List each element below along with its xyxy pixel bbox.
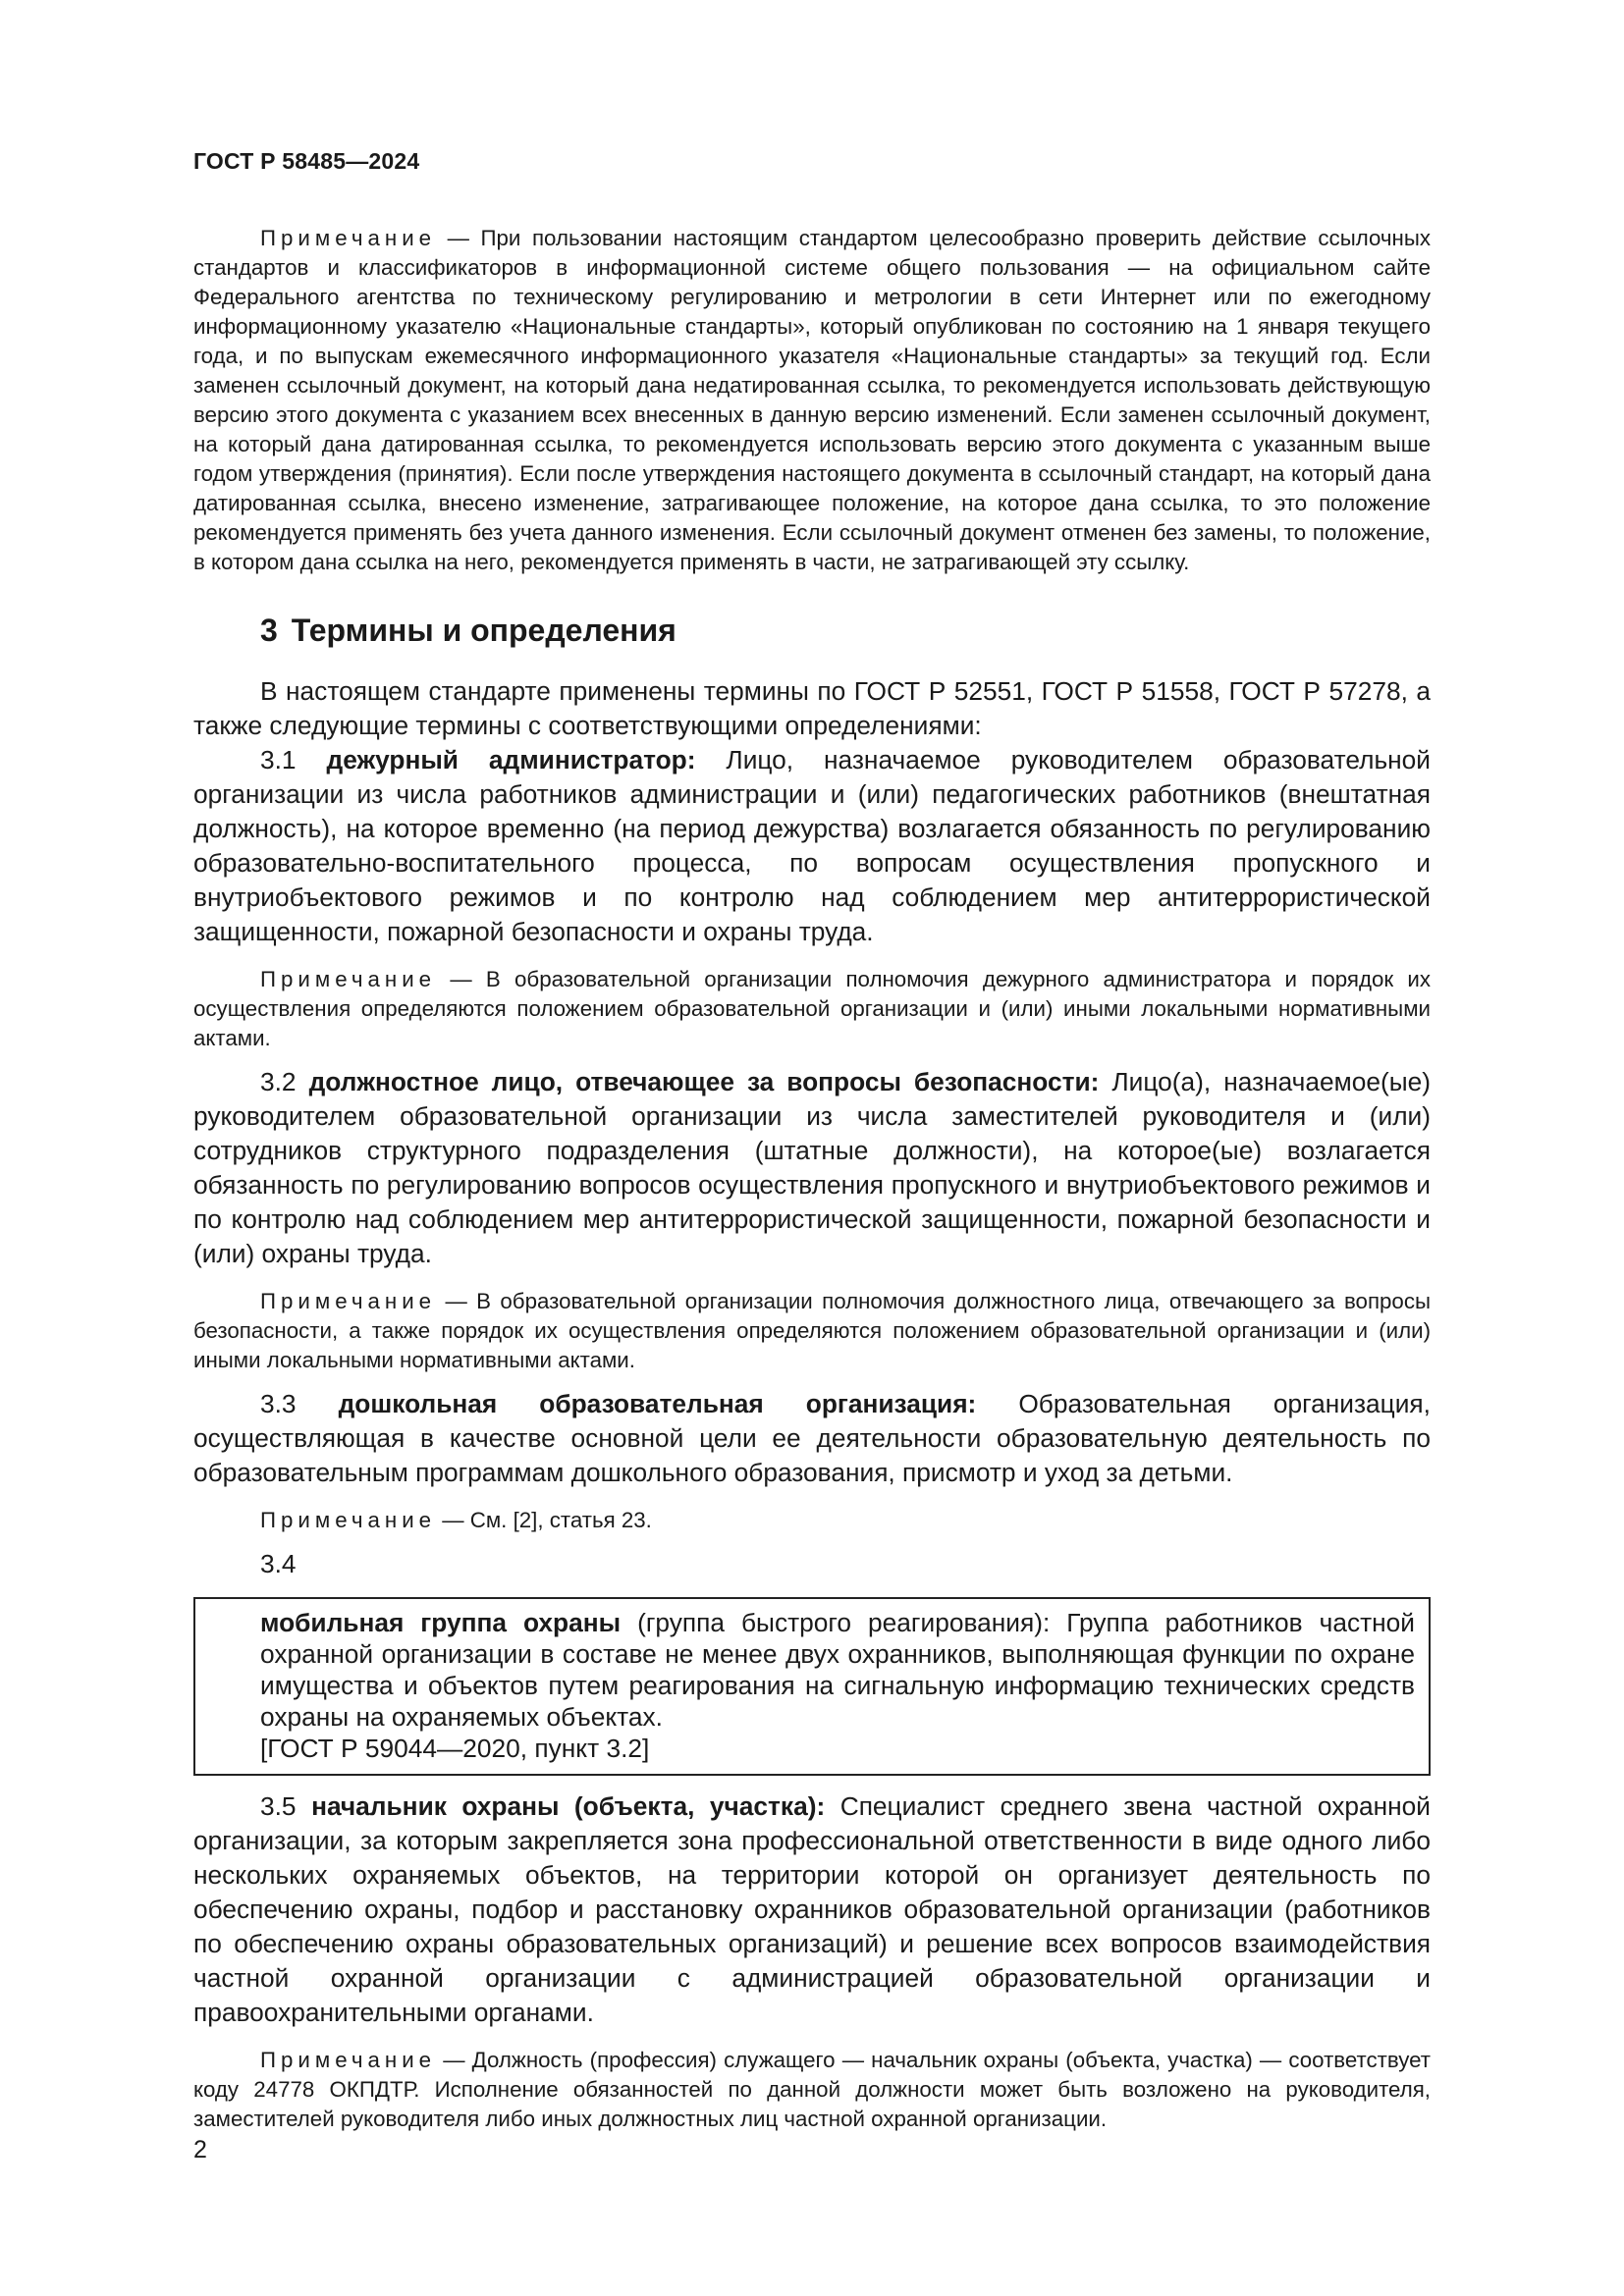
term-definition: Образовательная организация, осуществляющая в качестве основной цели ее деятельности образовательную деятельность по образовательным программам дошкольного образования, присмотр и уход за детьми. (193, 1389, 1431, 1487)
term-number: 3.2 (260, 1067, 297, 1096)
term-3-1-note (193, 965, 1431, 1053)
term-name: мобильная группа охраны (260, 1608, 622, 1637)
term-number: 3.1 (260, 745, 297, 774)
note-label: Примечание (260, 1508, 437, 1532)
term-3-5 (193, 1789, 1431, 2030)
section-number: 3 (260, 613, 278, 648)
page-number: 2 (193, 2136, 207, 2163)
page-content (193, 224, 1431, 2146)
note-label: Примечание (260, 2048, 437, 2072)
term-name: дошкольная образовательная организация: (338, 1389, 977, 1418)
term-3-2-note (193, 1287, 1431, 1375)
term-definition: Лицо(а), назначаемое(ые) руководителем образовательной организации из числа заместителей руководителя и (или) сотрудников структурного подразделения (штатные должности), на которое(ые) возлагается обязанность по регулированию вопросов осуществления пропускного и внутриобъектового режимов и по контролю над соблюдением мер антитеррористической защищенности, пожарной безопасности и (или) охраны труда. (193, 1067, 1431, 1268)
term-name: дежурный администратор: (326, 745, 696, 774)
section-heading (260, 613, 1431, 649)
note-label: Примечание (260, 967, 437, 991)
term-number: 3.5 (260, 1791, 297, 1821)
note-label: Примечание (260, 1289, 437, 1313)
intro-note (193, 224, 1431, 577)
section-intro: В настоящем стандарте применены термины по ГОСТ Р 52551, ГОСТ Р 51558, ГОСТ Р 57278, а также следующие термины с соответствующими определениями: (193, 676, 1431, 740)
term-3-4-definition (260, 1607, 1415, 1733)
term-3-2 (193, 1065, 1431, 1271)
term-definition: Специалист среднего звена частной охранной организации, за которым закрепляется зона профессиональной ответственности в виде одного либо нескольких охраняемых объектов, на территории которой он организует деятельность по обеспечению охраны, подбор и расстановку охранников образовательной организации (работников по обеспечению охраны образовательных организаций) и решение всех вопросов взаимодействия частной охранной организации с администрацией образовательной организации и правоохранительными органами. (193, 1791, 1431, 2027)
term-3-3 (193, 1387, 1431, 1490)
term-3-4-number: 3.4 (260, 1549, 297, 1578)
term-3-3-note (193, 1506, 1431, 1535)
section-title: Термины и определения (291, 613, 677, 648)
term-3-5-note (193, 2046, 1431, 2134)
term-name: должностное лицо, отвечающее за вопросы безопасности: (308, 1067, 1100, 1096)
term-alt-name: (группа быстрого реагирования): (621, 1608, 1051, 1637)
note-label: Примечание (260, 226, 437, 250)
term-3-4-source: [ГОСТ Р 59044—2020, пункт 3.2] (260, 1734, 650, 1763)
note-text: — При пользовании настоящим стандартом целесообразно проверить действие ссылочных стандартов и классификаторов в информационной системе общего пользования — на официальном сайте Федерального агентства по техническому регулированию и метрологии в сети Интернет или по ежегодному информационному указателю «Национальные стандарты», который опубликован по состоянию на 1 января текущего года, и по выпускам ежемесячного информационного указателя «Национальные стандарты» за текущий год. Если заменен ссылочный документ, на который дана недатированная ссылка, то рекомендуется использовать действующую версию этого документа с указанием всех внесенных в данную версию изменений. Если заменен ссылочный документ, на который дана датированная ссылка, то рекомендуется использовать версию этого документа с указанным выше годом утверждения (принятия). Если после утверждения настоящего документа в ссылочный стандарт, на который дана датированная ссылка, внесено изменение, затрагивающее положение, на которое дана ссылка, то это положение рекомендуется применять без учета данного изменения. Если ссылочный документ отменен без замены, то положение, в котором дана ссылка на него, рекомендуется применять в части, не затрагивающей эту ссылку. (193, 226, 1431, 574)
note-text: — В образовательной организации полномочия дежурного администратора и порядок их осуществления определяются положением образовательной организации и (или) иными локальными нормативными актами. (193, 967, 1431, 1050)
term-name: начальник охраны (объекта, участка): (311, 1791, 826, 1821)
term-number: 3.3 (260, 1389, 297, 1418)
document-code-header: ГОСТ Р 58485—2024 (193, 148, 420, 174)
note-text: — См. [2], статья 23. (436, 1508, 652, 1532)
note-text: — Должность (профессия) служащего — начальник охраны (объекта, участка) — соответствует коду 24778 ОКПДТР. Исполнение обязанностей по данной должности может быть возложено на руководителя, заместителей руководителя либо иных должностных лиц частной охранной организации. (193, 2048, 1431, 2131)
term-definition: Группа работников частной охранной организации в составе не менее двух охранников, выполняющая функции по охране имущества и объектов путем реагирования на сигнальную информацию технических средств охраны на охраняемых объектах. (260, 1608, 1415, 1732)
term-definition: Лицо, назначаемое руководителем образовательной организации из числа работников администрации и (или) педагогических работников (внештатная должность), на которое временно (на период дежурства) возлагается обязанность по регулированию образовательно-воспитательного процесса, по вопросам осуществления пропускного и внутриобъектового режимов и по контролю над соблюдением мер антитеррористической защищенности, пожарной безопасности и охраны труда. (193, 745, 1431, 946)
term-3-1 (193, 743, 1431, 949)
note-text: — В образовательной организации полномочия должностного лица, отвечающего за вопросы безопасности, а также порядок их осуществления определяются положением образовательной организации и (или) иными локальными нормативными актами. (193, 1289, 1431, 1372)
term-3-4-quote-box (193, 1597, 1431, 1776)
